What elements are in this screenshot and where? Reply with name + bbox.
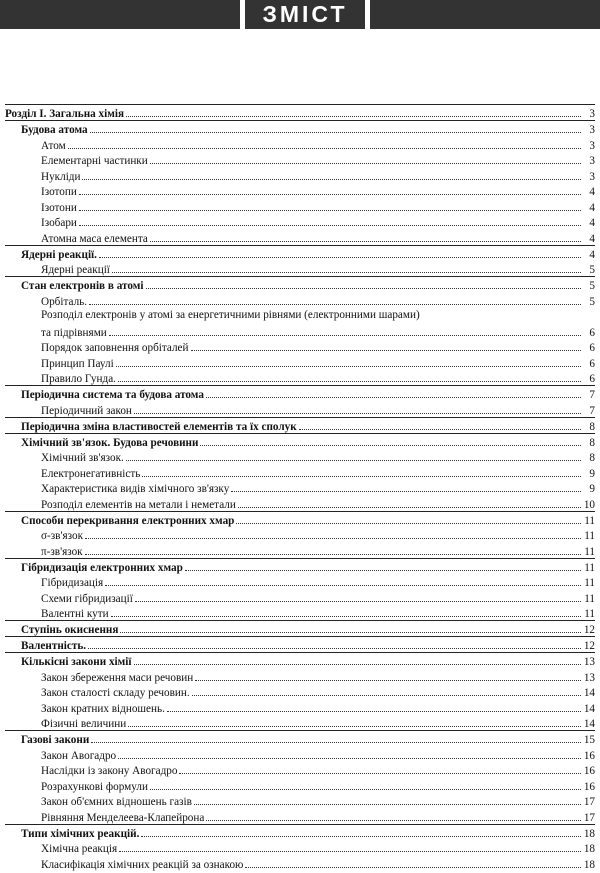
toc-item-label: Хімічна реакція	[41, 842, 117, 858]
toc-item-row[interactable]	[5, 465, 595, 481]
toc-section-page: 12	[583, 639, 595, 655]
toc-section-page: 12	[583, 623, 595, 639]
toc-item-row[interactable]	[5, 840, 595, 856]
toc-item-row[interactable]	[5, 339, 595, 355]
toc-item-page: 10	[583, 498, 595, 514]
toc-item-row[interactable]	[5, 230, 595, 246]
toc-item-label: Рівняння Менделеева-Клапейрона	[41, 811, 204, 827]
toc-section-row[interactable]	[5, 825, 595, 841]
toc-item-label: Закон сталості складу речовин.	[41, 686, 190, 702]
dot-leader	[109, 324, 581, 336]
toc-item-row[interactable]	[5, 574, 595, 590]
dot-leader	[191, 339, 581, 351]
toc-section-label: Валентність.	[21, 639, 86, 655]
dot-leader	[236, 512, 581, 524]
toc-section-label: Періодична зміна властивостей елементів та їх сполук	[21, 420, 297, 436]
toc-section-row[interactable]	[5, 621, 595, 637]
toc-section-page: 11	[583, 514, 595, 530]
toc-item-page: 3	[583, 139, 595, 155]
toc-item-row[interactable]	[5, 480, 595, 496]
toc-item-row[interactable]	[5, 605, 595, 621]
toc-item-page: 18	[583, 842, 595, 858]
toc-section-label: Газові закони	[21, 733, 89, 749]
dot-leader	[206, 809, 581, 821]
toc-item-page: 9	[583, 467, 595, 483]
toc-section-page: 8	[583, 420, 595, 436]
dot-leader	[150, 152, 581, 164]
dot-leader	[90, 121, 581, 133]
toc-section-row[interactable]	[5, 121, 595, 137]
toc-item-label: Порядок заповнення орбіталей	[41, 341, 189, 357]
toc-item-row[interactable]	[5, 152, 595, 168]
dot-leader	[185, 559, 581, 571]
dot-leader	[99, 246, 581, 258]
toc-item-label: Елементарні частинки	[41, 154, 148, 170]
toc-part-label: Розділ І. Загальна хімія	[5, 107, 124, 123]
toc-item-row[interactable]	[5, 527, 595, 543]
toc-section-row[interactable]	[5, 512, 595, 528]
dot-leader	[111, 605, 581, 617]
toc-item-label: π-зв'язок	[41, 545, 83, 561]
toc-item-row[interactable]	[5, 308, 595, 339]
toc-section-page: 13	[583, 655, 595, 671]
toc-item-page: 5	[583, 295, 595, 311]
toc-section-label: Гібридизація електронних хмар	[21, 561, 183, 577]
toc-item-row[interactable]	[5, 778, 595, 794]
dot-leader	[192, 684, 581, 696]
toc-section-page: 7	[583, 388, 595, 404]
toc-section-row[interactable]	[5, 434, 595, 450]
toc-item-row[interactable]	[5, 183, 595, 199]
toc-item-row[interactable]	[5, 543, 595, 559]
dot-leader	[126, 105, 581, 117]
dot-leader	[85, 543, 581, 555]
toc-item-page: 9	[583, 482, 595, 498]
toc-item-page: 17	[583, 811, 595, 827]
toc-item-label: Принцип Паулі	[41, 357, 114, 373]
toc-item-row[interactable]	[5, 402, 595, 418]
dot-leader	[146, 277, 582, 289]
dot-leader	[134, 402, 581, 414]
toc-section-page: 18	[583, 827, 595, 843]
toc-item-label: Електронегативність	[41, 467, 140, 483]
toc-item-page: 11	[583, 592, 595, 608]
toc-item-row[interactable]	[5, 355, 595, 371]
toc-item-label: σ-зв'язок	[41, 529, 83, 545]
toc-section-row[interactable]	[5, 246, 595, 262]
toc-item-label: Періодичний закон	[41, 404, 132, 420]
dot-leader	[231, 480, 581, 492]
dot-leader	[79, 214, 581, 226]
toc-item-label: Правило Гунда.	[41, 372, 116, 388]
toc-item-label: Хімічний зв'язок.	[41, 451, 124, 467]
toc-section-label: Кількісні закони хімії	[21, 655, 132, 671]
dot-leader	[128, 715, 581, 727]
toc-item-label: Характеристика видів хімічного зв'язку	[41, 482, 229, 498]
dot-leader	[118, 370, 581, 382]
dot-leader	[179, 762, 581, 774]
toc-item-row[interactable]	[5, 747, 595, 763]
dot-leader	[89, 293, 581, 305]
page-title: ЗМІСТ	[247, 0, 363, 29]
toc-section-label: Ядерні реакції.	[21, 248, 97, 264]
toc-section-row[interactable]	[5, 559, 595, 575]
toc-item-label: Нукліди	[41, 170, 80, 186]
dot-leader	[112, 261, 581, 273]
toc-item-row[interactable]	[5, 809, 595, 825]
toc-item-page: 14	[583, 717, 595, 733]
toc-section-label: Ступінь окиснення	[21, 623, 118, 639]
toc-item-page: 17	[583, 795, 595, 811]
toc-item-row[interactable]	[5, 137, 595, 153]
toc-section-row[interactable]	[5, 277, 595, 293]
dot-leader	[150, 778, 581, 790]
toc-item-page: 4	[583, 232, 595, 248]
toc-item-page: 5	[583, 263, 595, 279]
toc-section-page: 3	[583, 123, 595, 139]
dot-leader	[116, 355, 581, 367]
toc-section-label: Стан електронів в атомі	[21, 279, 144, 295]
dot-leader	[119, 840, 581, 852]
dot-leader	[200, 434, 581, 446]
toc-item-label: Ядерні реакції	[41, 263, 110, 279]
dot-leader	[238, 496, 581, 508]
toc-item-label: Орбіталь.	[41, 295, 87, 311]
toc-item-row[interactable]	[5, 293, 595, 309]
toc-item-page: 7	[583, 404, 595, 420]
toc-section-row[interactable]	[5, 386, 595, 402]
toc-item-label: Гібридизація	[41, 576, 103, 592]
dot-leader	[88, 637, 581, 649]
toc-item-label: Атом	[41, 139, 66, 155]
toc-item-page: 4	[583, 216, 595, 232]
toc-section-row[interactable]	[5, 418, 595, 434]
toc-item-label: Валентні кути	[41, 607, 109, 623]
toc-item-label: Закон Авогадро	[41, 749, 116, 765]
toc-item-row[interactable]	[5, 496, 595, 512]
toc-part-row[interactable]	[5, 105, 595, 121]
dot-leader	[245, 856, 581, 868]
toc-item-page: 3	[583, 170, 595, 186]
toc-item-page: 14	[583, 702, 595, 718]
toc-item-page: 11	[583, 607, 595, 623]
toc-item-page: 6	[583, 372, 595, 388]
toc-item-page: 14	[583, 686, 595, 702]
toc-section-page: 15	[583, 733, 595, 749]
toc-section-row[interactable]	[5, 637, 595, 653]
toc-item-label: Ізотопи	[41, 185, 77, 201]
toc-section-label: Будова атома	[21, 123, 88, 139]
toc-item-row[interactable]	[5, 762, 595, 778]
toc-item-page: 16	[583, 764, 595, 780]
dot-leader	[120, 621, 581, 633]
dot-leader	[85, 527, 581, 539]
toc-section-row[interactable]	[5, 731, 595, 747]
toc-item-page: 6	[583, 326, 595, 342]
toc-item-page: 6	[583, 357, 595, 373]
dot-leader	[195, 669, 581, 681]
dot-leader	[118, 747, 581, 759]
toc-item-label-continued: та підрівнями	[41, 326, 107, 342]
toc-item-row[interactable]	[5, 793, 595, 809]
toc-item-page: 16	[583, 780, 595, 796]
toc-section-page: 8	[583, 436, 595, 452]
toc-item-page: 11	[583, 576, 595, 592]
toc-item-row[interactable]	[5, 261, 595, 277]
toc-item-row[interactable]	[5, 168, 595, 184]
toc-item-label: Ізобари	[41, 216, 77, 232]
dot-leader	[126, 449, 581, 461]
dot-leader	[194, 793, 581, 805]
toc-section-label: Способи перекривання електронних хмар	[21, 514, 234, 530]
dot-leader	[150, 230, 581, 242]
toc-item-row[interactable]	[5, 715, 595, 731]
toc-section-label: Хімічний зв'язок. Будова речовини	[21, 436, 198, 452]
toc-item-label: Розподіл елементів на метали і неметали	[41, 498, 236, 514]
dot-leader	[167, 700, 581, 712]
toc-section-page: 11	[583, 561, 595, 577]
toc-item-page: 13	[583, 671, 595, 687]
dot-leader	[141, 825, 581, 837]
toc-item-label: Наслідки із закону Авогадро	[41, 764, 177, 780]
toc-item-row[interactable]	[5, 214, 595, 230]
toc-section-row[interactable]	[5, 653, 595, 669]
toc-item-row[interactable]	[5, 856, 595, 872]
toc-item-page: 4	[583, 185, 595, 201]
dot-leader	[79, 183, 581, 195]
toc-item-page: 11	[583, 529, 595, 545]
toc-item-label: Розрахункові формули	[41, 780, 148, 796]
dot-leader	[68, 137, 581, 149]
dot-leader	[91, 731, 581, 743]
toc-item-page: 8	[583, 451, 595, 467]
table-of-contents	[5, 104, 595, 871]
dot-leader	[206, 386, 581, 398]
toc-item-row[interactable]	[5, 669, 595, 685]
toc-item-row[interactable]	[5, 700, 595, 716]
toc-item-row[interactable]	[5, 684, 595, 700]
toc-item-label: Фізичні величини	[41, 717, 126, 733]
header-gap-right	[365, 0, 370, 29]
toc-item-label: Закон кратних відношень.	[41, 702, 165, 718]
dot-leader	[299, 418, 581, 430]
dot-leader	[79, 199, 581, 211]
toc-item-row[interactable]	[5, 449, 595, 465]
dot-leader	[105, 574, 581, 586]
toc-part-page: 3	[583, 107, 595, 123]
toc-item-page: 3	[583, 154, 595, 170]
toc-item-page: 16	[583, 749, 595, 765]
toc-section-page: 5	[583, 279, 595, 295]
toc-item-page: 6	[583, 341, 595, 357]
toc-item-page: 4	[583, 201, 595, 217]
toc-item-label: Розподіл електронів у атомі за енергетичними рівнями (електронними шарами)	[41, 308, 595, 324]
toc-item-label: Закон збереження маси речовин	[41, 671, 193, 687]
dot-leader	[142, 465, 581, 477]
toc-item-page: 18	[583, 858, 595, 873]
toc-item-label: Схеми гібридизації	[41, 592, 133, 608]
dot-leader	[134, 653, 582, 665]
toc-item-row[interactable]	[5, 199, 595, 215]
header-gap-left	[240, 0, 245, 29]
toc-item-page: 11	[583, 545, 595, 561]
dot-leader	[82, 168, 581, 180]
header-bar	[0, 0, 600, 29]
toc-section-label: Періодична система та будова атома	[21, 388, 204, 404]
toc-item-row[interactable]	[5, 370, 595, 386]
toc-section-label: Типи хімічних реакцій.	[21, 827, 139, 843]
toc-item-row[interactable]	[5, 590, 595, 606]
toc-item-label: Атомна маса елемента	[41, 232, 148, 248]
toc-item-label: Ізотони	[41, 201, 77, 217]
toc-item-label: Класифікація хімічних реакцій за ознакою	[41, 858, 243, 873]
dot-leader	[135, 590, 581, 602]
toc-section-page: 4	[583, 248, 595, 264]
toc-item-label: Закон об'ємних відношень газів	[41, 795, 192, 811]
